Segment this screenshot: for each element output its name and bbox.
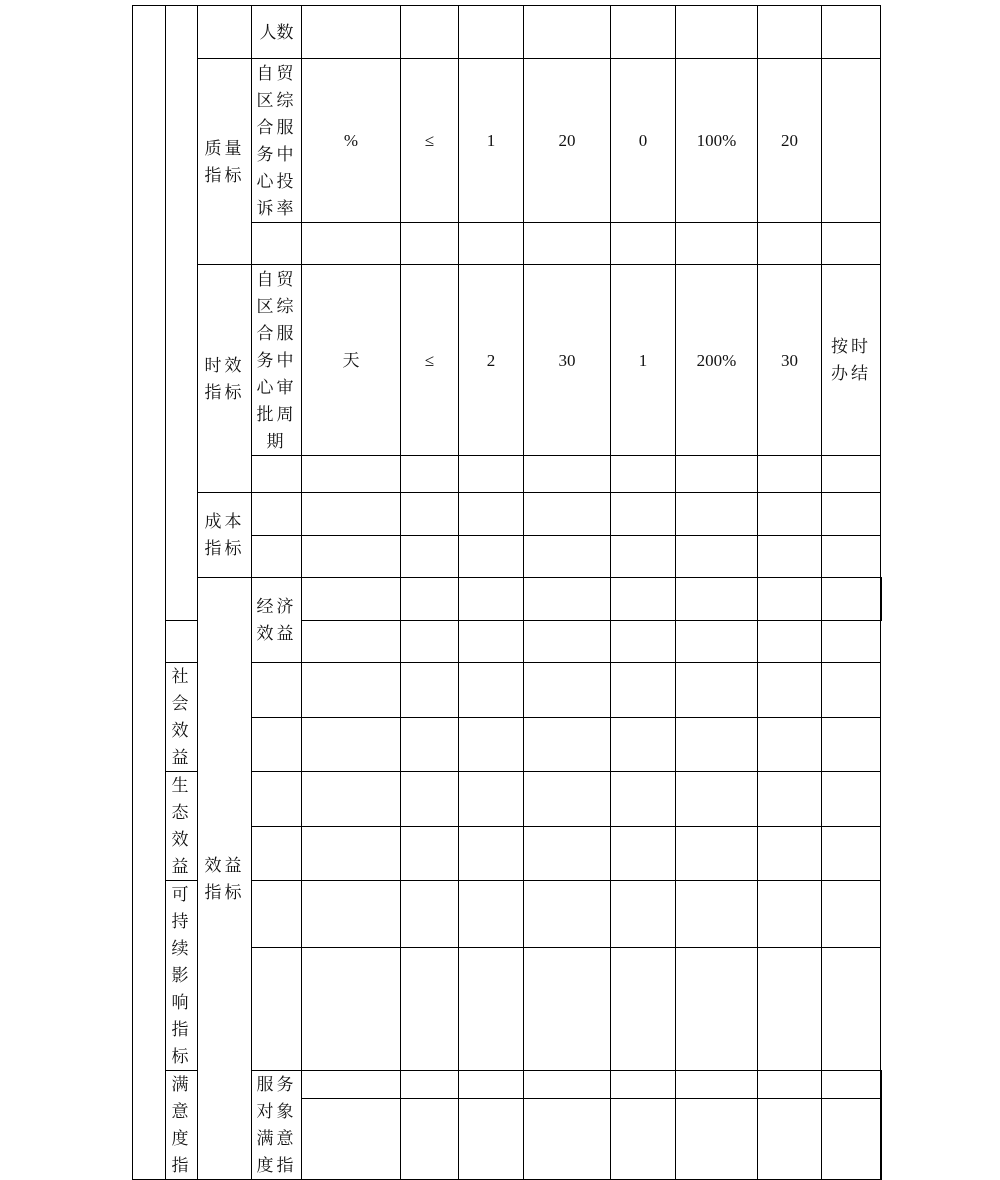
- operator-cell: ≤: [401, 59, 459, 223]
- cost-indicator-label: 成本指标: [198, 493, 252, 578]
- target-value-cell: 2: [459, 265, 524, 456]
- table-row: [133, 493, 882, 536]
- outer-blank-column: [133, 6, 166, 1180]
- table-row: [133, 59, 882, 223]
- target-value-cell: 1: [459, 59, 524, 223]
- quality-indicator-label: 质量指标: [198, 59, 252, 265]
- social-benefit-label: 社会效益: [166, 663, 198, 772]
- weight-cell: 20: [524, 59, 611, 223]
- table-row: [133, 6, 882, 59]
- indicator-name-cell: 自贸区综合服务中心投诉率: [252, 59, 302, 223]
- level1-blank-cell: [166, 6, 198, 621]
- service-object-satisfaction-label: 服务对象满意度指: [252, 1071, 302, 1180]
- level2-blank-cell: [198, 6, 252, 59]
- satisfaction-indicator-label: 满意度指: [166, 1071, 198, 1180]
- actual-value-cell: 0: [611, 59, 676, 223]
- score-cell: 30: [758, 265, 822, 456]
- table-row: [133, 265, 882, 456]
- benefit-indicator-label: 效益指标: [198, 578, 252, 1180]
- unit-cell: 天: [302, 265, 401, 456]
- timeliness-indicator-label: 时效指标: [198, 265, 252, 493]
- indicator-name-cell: 人数: [252, 6, 302, 59]
- table-row: [133, 578, 882, 621]
- unit-cell: %: [302, 59, 401, 223]
- completion-rate-cell: 200%: [676, 265, 758, 456]
- indicator-name-cell: 自贸区综合服务中心审批周期: [252, 265, 302, 456]
- score-cell: 20: [758, 59, 822, 223]
- remark-cell: 按时办结: [822, 265, 881, 456]
- actual-value-cell: 1: [611, 265, 676, 456]
- economic-benefit-label: 经济效益: [252, 578, 302, 663]
- weight-cell: 30: [524, 265, 611, 456]
- remark-cell: [822, 59, 881, 223]
- performance-indicator-table: [132, 5, 882, 1180]
- operator-cell: ≤: [401, 265, 459, 456]
- completion-rate-cell: 100%: [676, 59, 758, 223]
- sustainable-impact-label: 可持续影响指标: [166, 881, 198, 1071]
- ecological-benefit-label: 生态效益: [166, 772, 198, 881]
